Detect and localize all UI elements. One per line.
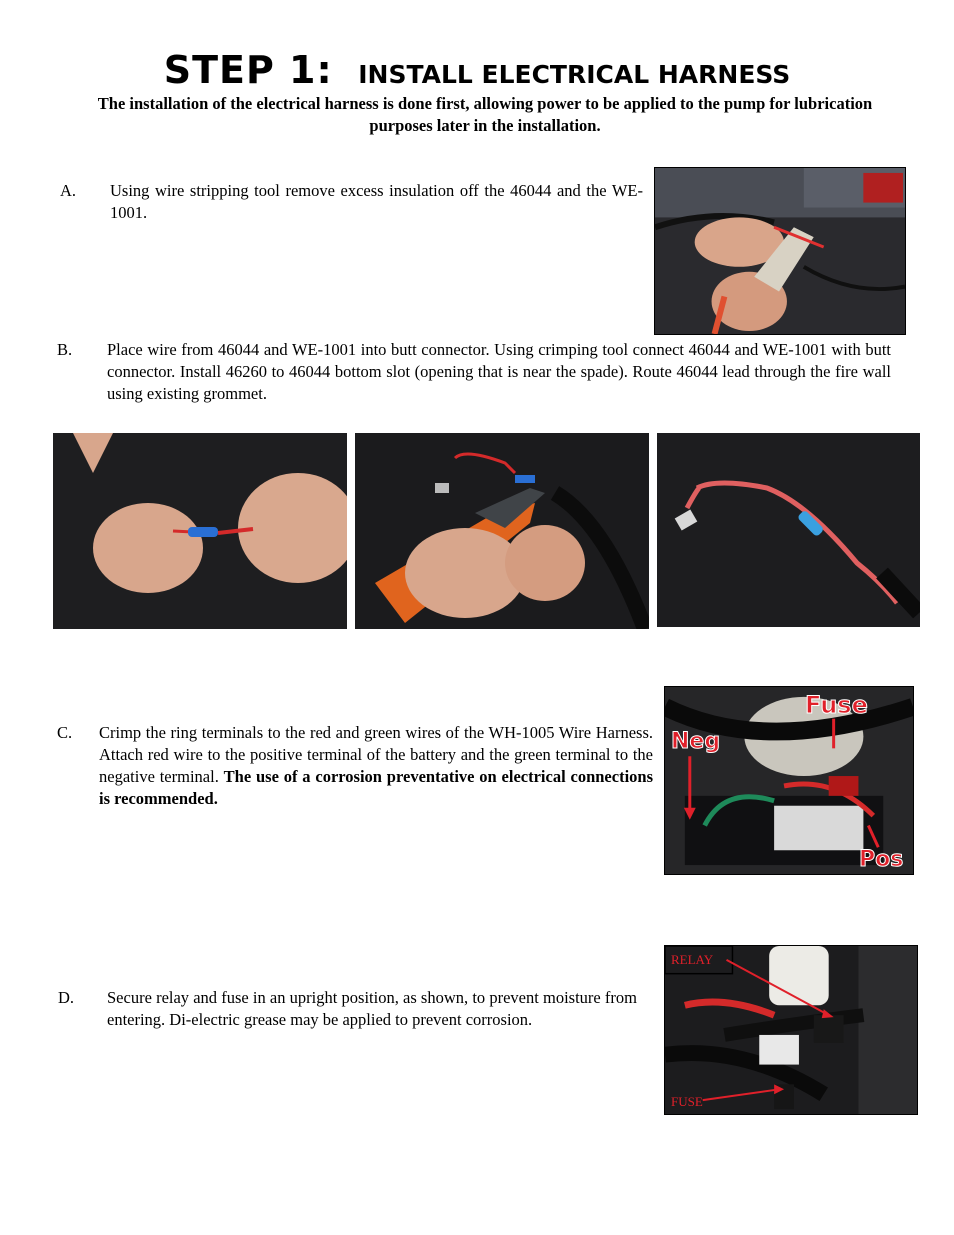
label-fuse-caps: FUSE: [671, 1094, 703, 1109]
label-relay: RELAY: [671, 952, 714, 967]
photo-battery-terminals: [664, 686, 914, 875]
step-c-letter: C.: [57, 723, 73, 742]
intro-text: The installation of the electrical harness is done first, allowing power to be applied to the pump for lubrication purposes later in the installation.: [97, 94, 873, 135]
page-title: [0, 48, 954, 92]
step-number: STEP 1:: [163, 48, 333, 92]
photo-wire-stripping: [654, 167, 906, 335]
step-c: [57, 722, 653, 810]
step-b-letter: B.: [57, 340, 73, 359]
photo-butt-connector-hands: [53, 433, 347, 629]
label-pos: Pos: [859, 847, 904, 872]
step-d: [58, 987, 637, 1031]
label-fuse: Fuse: [805, 691, 868, 719]
step-b-text: Place wire from 46044 and WE-1001 into butt connector. Using crimping tool connect 46044 and WE-1001 with butt connector. Install 46260 to 46044 bottom slot (opening that is near the spade). Route 46044 lead through the fire wall using existing grommet.: [107, 340, 891, 403]
step-a: [60, 180, 643, 224]
step-c-bold-text: The use of a corrosion preventative on electrical connections is recommended.: [99, 767, 653, 808]
step-title: INSTALL ELECTRICAL HARNESS: [358, 60, 791, 89]
photo-crimping-tool: [355, 433, 649, 629]
label-neg: Neg: [671, 729, 721, 754]
step-c-text: Crimp the ring terminals to the red and green wires of the WH-1005 Wire Harness. Attach red wire to the positive terminal of the battery and the green terminal to the negative terminal.: [99, 723, 653, 786]
photo-relay-fuse: [664, 945, 918, 1115]
step-a-letter: A.: [60, 181, 77, 200]
step-d-letter: D.: [58, 988, 75, 1007]
step-d-text: Secure relay and fuse in an upright position, as shown, to prevent moisture from entering. Di-electric grease may be applied to prevent corrosion.: [107, 988, 637, 1029]
step-a-text: Using wire stripping tool remove excess insulation off the 46044 and the WE-1001.: [110, 181, 643, 222]
photo-finished-wire: [657, 433, 920, 627]
step-b: [57, 339, 891, 405]
step-c-text-wrap: [99, 722, 653, 810]
